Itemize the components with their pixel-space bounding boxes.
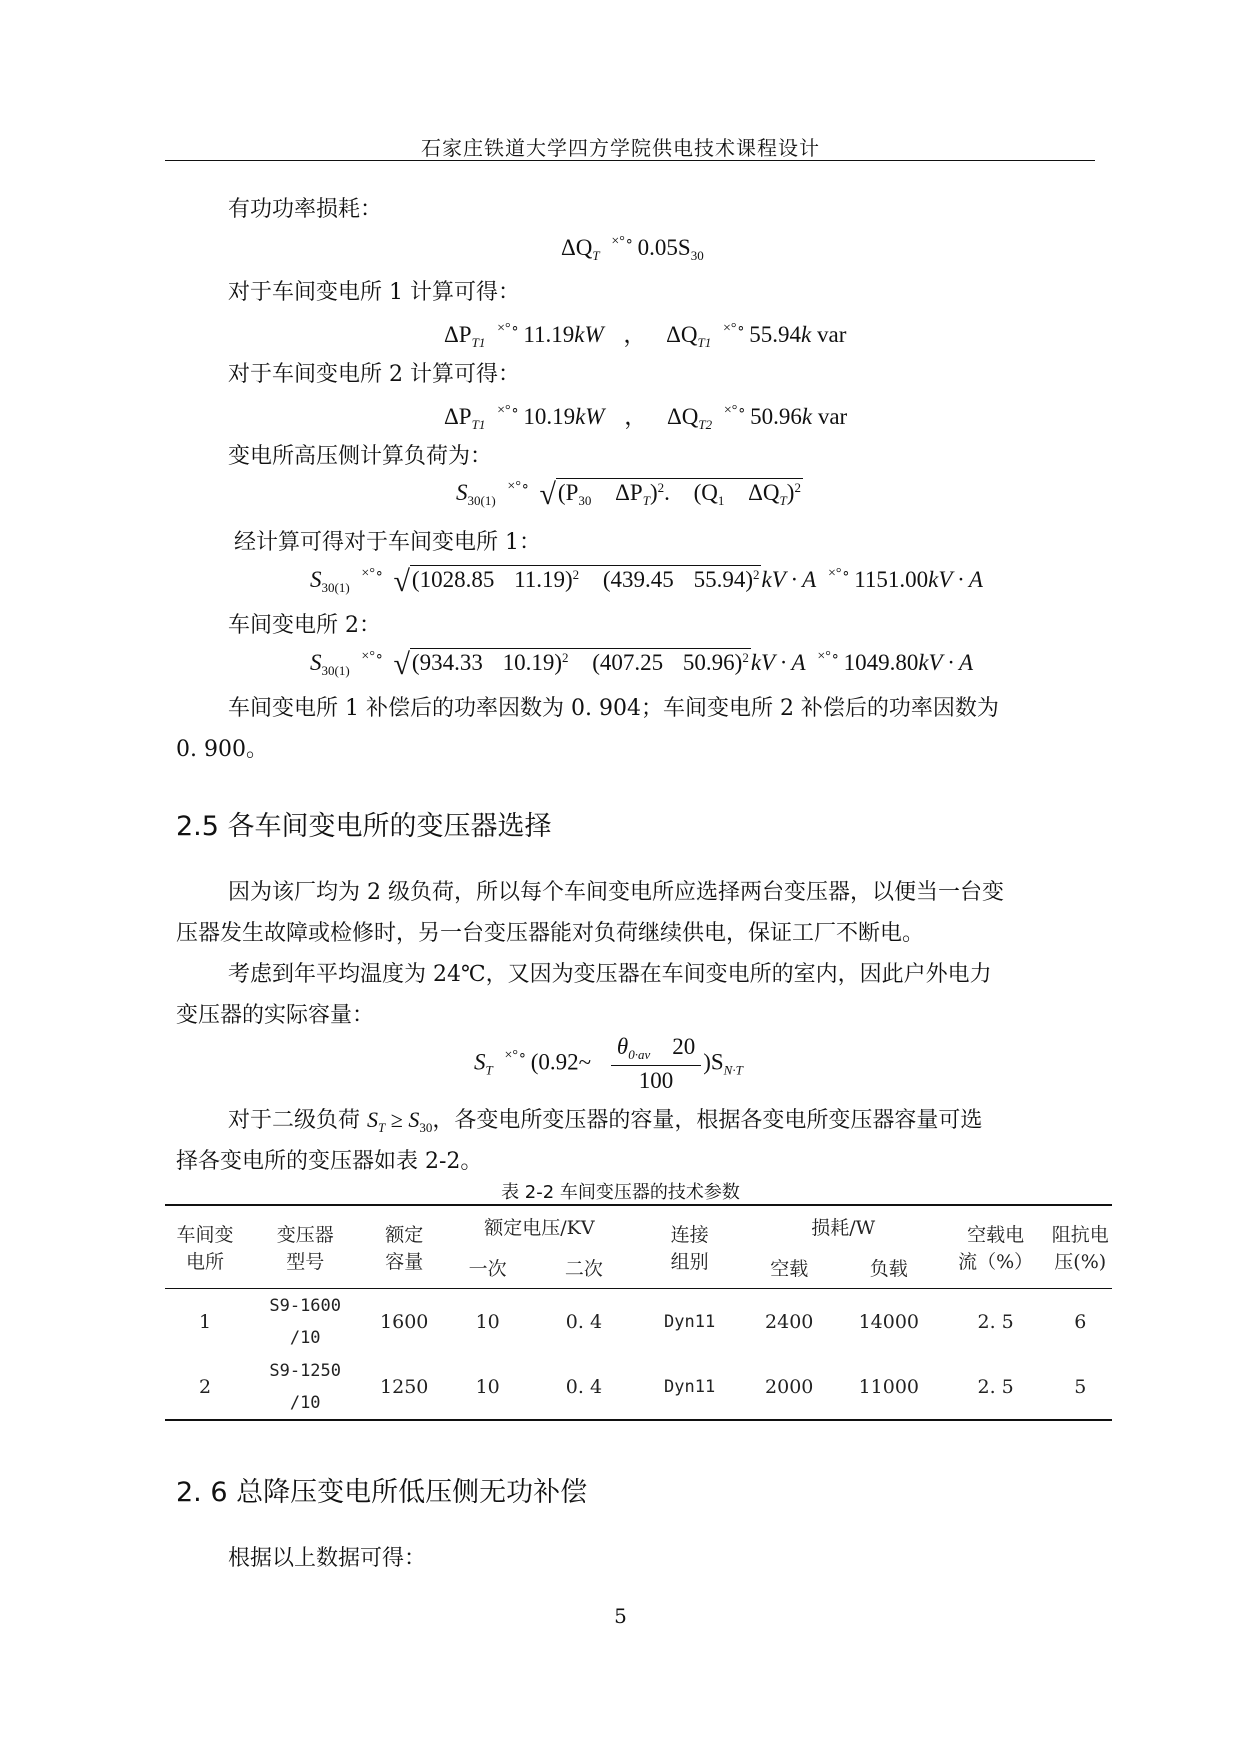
heading-2-6: 2. 6 总降压变电所低压侧无功补偿 <box>176 1477 588 1508</box>
eq-unit: k <box>801 404 813 429</box>
eq-sub: T <box>485 1062 493 1078</box>
eq-term: 100 <box>638 1068 674 1093</box>
header-station: 车间变 电所 <box>176 1224 234 1273</box>
eq-symbol: ΔQ <box>666 404 699 429</box>
sqrt-sign: √(934.33 10.19)$^2$ (407.25 50.96)$^2$ <box>393 648 749 681</box>
eq-term: 10.19) <box>502 650 562 675</box>
paragraph-temp-line2: 变压器的实际容量： <box>176 1003 375 1028</box>
header-load: 负载 <box>869 1258 908 1280</box>
paragraph-calc-sub2: 对于车间变电所 2 计算可得： <box>228 362 520 387</box>
eq-term: (439.45 <box>602 567 674 592</box>
eq-value: 10.19 <box>523 404 576 429</box>
eq-dot: . <box>664 480 670 505</box>
sqrt-sign: $√(P_{30}$ $\Delta P_T)^2$. ($Q_1$ $\Delta Q_T)^2$ <box>539 478 801 511</box>
cell-impedance: 6 <box>1074 1310 1087 1333</box>
eq-sup: 2 <box>794 480 801 495</box>
paragraph-second-class-line2: 择各变电所的变压器如表 2-2。 <box>176 1149 483 1174</box>
equation-loss-sub1 <box>444 316 846 351</box>
eq-sub: N·T <box>723 1062 743 1078</box>
equals-glyph: ×°∘ <box>504 1048 527 1064</box>
eq-sup: 2 <box>752 567 760 582</box>
cell-noload-loss: 2400 <box>765 1310 814 1333</box>
eq-separator: ， <box>624 404 648 429</box>
eq-tilde: ~ <box>578 1049 592 1075</box>
eq-symbol: ΔQ <box>561 235 593 260</box>
eq-term: (407.25 <box>592 650 664 675</box>
cell-load-loss: 14000 <box>858 1310 920 1333</box>
header-model: 变压器 型号 <box>276 1224 334 1273</box>
eq-separator: ， <box>623 322 647 347</box>
header-primary: 一次 <box>468 1258 507 1280</box>
equals-glyph: ×°∘ <box>497 403 520 418</box>
eq-term: (1028.85 <box>411 567 495 592</box>
cell-model: S9-1600 /10 <box>269 1295 342 1348</box>
header-secondary: 二次 <box>564 1258 603 1280</box>
eq-sup: 2 <box>657 480 665 495</box>
eq-sub: T <box>592 248 600 263</box>
paragraph-reason-line1: 因为该厂均为 2 级负荷，所以每个车间变电所应选择两台变压器，以便当一台变 <box>228 880 1004 905</box>
eq-value: 11.19 <box>523 322 575 347</box>
equation-s30-sub2 <box>310 648 973 682</box>
eq-sub: T <box>378 1120 386 1135</box>
equation-loss-sub2 <box>444 398 847 433</box>
eq-sup: 2 <box>572 567 580 582</box>
eq-operator: ≥ <box>390 1107 403 1132</box>
eq-term: ) <box>649 480 658 505</box>
eq-symbol: S <box>408 1107 420 1132</box>
cell-v1: 10 <box>475 1310 500 1333</box>
cell-noload-loss: 2000 <box>765 1375 814 1398</box>
cell-capacity: 1250 <box>380 1375 429 1398</box>
eq-symbol: ΔP <box>444 322 472 347</box>
eq-sub: T <box>642 493 650 508</box>
cell-v2: 0. 4 <box>565 1310 603 1333</box>
eq-symbol: S <box>367 1107 379 1132</box>
eq-unit: var <box>817 404 848 429</box>
eq-term: 11.19) <box>514 567 573 592</box>
cell-load-loss: 11000 <box>858 1375 920 1398</box>
cell-no: 1 <box>199 1310 212 1333</box>
eq-sub: 30 <box>419 1120 433 1135</box>
eq-sub: 0·av <box>628 1047 651 1062</box>
eq-sup: 2 <box>562 650 569 665</box>
eq-symbol: S <box>310 650 322 675</box>
table-caption: 表 2-2 车间变压器的技术参数 <box>501 1182 740 1203</box>
page-number: 5 <box>614 1604 627 1628</box>
equals-glyph: ×°∘ <box>507 479 530 494</box>
equals-glyph: ×°∘ <box>723 321 746 336</box>
eq-unit: kW <box>574 322 604 347</box>
equation-dq-t <box>561 233 704 264</box>
eq-term: (0.92 <box>530 1049 579 1075</box>
equation-st-formula <box>474 1034 743 1094</box>
eq-sub: 1 <box>717 493 725 508</box>
eq-symbol: ΔP <box>444 404 472 429</box>
cell-connection: Dyn11 <box>664 1376 716 1397</box>
equals-glyph: ×°∘ <box>361 566 384 581</box>
eq-term: (934.33 <box>411 650 483 675</box>
eq-value: 0.05S <box>637 235 691 260</box>
paragraph-pf-line2: 0. 900。 <box>176 737 268 762</box>
eq-symbol: θ <box>616 1034 629 1059</box>
eq-unit: kV · A <box>918 650 974 675</box>
cell-noload-current: 2. 5 <box>977 1310 1014 1333</box>
fraction <box>611 1034 701 1094</box>
eq-value: 55.94 <box>749 322 802 347</box>
eq-value: 50.96 <box>750 404 802 429</box>
eq-unit: k <box>801 322 812 347</box>
eq-symbol: S <box>310 567 322 592</box>
table-row <box>165 1354 1112 1420</box>
eq-symbol: S <box>456 480 468 505</box>
eq-term: (Q <box>693 480 718 505</box>
eq-term: 50.96) <box>682 650 743 675</box>
heading-2-5: 2.5 各车间变电所的变压器选择 <box>176 811 552 842</box>
eq-sup: 2 <box>742 650 749 665</box>
eq-sub: 30(1) <box>321 580 350 595</box>
paragraph-after-calc-sub1: 经计算可得对于车间变电所 1： <box>234 530 541 555</box>
equals-glyph: ×°∘ <box>361 649 384 664</box>
equation-s30-formula <box>456 478 803 512</box>
text-run: ，各变电所变压器的容量，根据各变电所变压器容量可选 <box>432 1108 983 1133</box>
header-noload-current: 空载电 流（%） <box>958 1224 1034 1273</box>
eq-unit: kV · A <box>928 567 983 592</box>
eq-sub: T1 <box>471 335 486 350</box>
cell-impedance: 5 <box>1074 1375 1087 1398</box>
cell-noload-current: 2. 5 <box>977 1375 1014 1398</box>
header-losses: 损耗/W <box>811 1217 876 1239</box>
equals-glyph: ×°∘ <box>817 649 840 664</box>
header-impedance: 阻抗电 压(%) <box>1051 1224 1109 1273</box>
header-connection: 连接 组别 <box>670 1224 709 1273</box>
eq-sub: 30(1) <box>321 663 350 678</box>
equals-glyph: ×°∘ <box>497 321 520 336</box>
paragraph-pf-line1: 车间变电所 1 补偿后的功率因数为 0. 904；车间变电所 2 补偿后的功率因数为 <box>228 696 999 721</box>
equation-s30-sub1 <box>310 565 983 599</box>
eq-unit: kV · A <box>750 650 806 675</box>
equals-glyph: ×°∘ <box>611 234 634 249</box>
header-noload: 空载 <box>770 1258 809 1280</box>
eq-symbol: ΔQ <box>666 322 698 347</box>
paragraph-reason-line2: 压器发生故障或检修时，另一台变压器能对负荷继续供电，保证工厂不断电。 <box>176 921 925 946</box>
paragraph-sub2: 车间变电所 2： <box>228 613 381 638</box>
eq-sub: 30 <box>578 493 592 508</box>
eq-sub: 30 <box>690 248 704 263</box>
eq-term: ΔP <box>615 480 643 505</box>
eq-value: 1151.00 <box>854 567 929 592</box>
paragraph-temp-line1: 考虑到年平均温度为 24℃，又因为变压器在车间变电所的室内，因此户外电力 <box>228 962 992 987</box>
cell-no: 2 <box>199 1375 212 1398</box>
paragraph-from-data: 根据以上数据可得： <box>228 1546 427 1571</box>
eq-unit: var <box>817 322 847 347</box>
eq-sub: T2 <box>698 417 713 432</box>
table-row <box>165 1289 1112 1355</box>
page-header: 石家庄铁道大学四方学院供电技术课程设计 <box>421 136 820 160</box>
paragraph-active-power-loss: 有功功率损耗： <box>228 197 383 222</box>
eq-unit: kW <box>575 404 605 429</box>
text-run: 对于二级负荷 <box>228 1108 361 1133</box>
eq-term: 55.94) <box>693 567 753 592</box>
eq-unit: kV · A <box>761 567 817 592</box>
eq-sub: 30(1) <box>467 493 496 508</box>
eq-sub: T <box>779 493 787 508</box>
eq-sub: T1 <box>697 335 712 350</box>
eq-term: )S <box>703 1049 724 1075</box>
cell-capacity: 1600 <box>380 1310 429 1333</box>
eq-sub: T1 <box>471 417 486 432</box>
header-rule <box>165 160 1095 161</box>
paragraph-calc-sub1: 对于车间变电所 1 计算可得： <box>228 280 520 305</box>
header-capacity: 额定 容量 <box>385 1224 424 1273</box>
eq-term: ΔQ <box>748 480 780 505</box>
paragraph-second-class <box>228 1103 982 1136</box>
equals-glyph: ×°∘ <box>723 403 747 418</box>
header-rated-voltage: 额定电压/KV <box>484 1217 595 1239</box>
equals-glyph: ×°∘ <box>827 566 851 581</box>
transformer-table <box>165 1204 1112 1421</box>
cell-model: S9-1250 /10 <box>269 1360 342 1413</box>
eq-term: ) <box>786 480 795 505</box>
eq-term: (P <box>557 480 579 505</box>
eq-symbol: S <box>474 1049 486 1075</box>
cell-v1: 10 <box>475 1375 500 1398</box>
eq-term: 20 <box>672 1034 696 1059</box>
cell-v2: 0. 4 <box>565 1375 603 1398</box>
paragraph-hv-side-load: 变电所高压侧计算负荷为： <box>228 444 493 469</box>
eq-value: 1049.80 <box>843 650 919 675</box>
sqrt-sign: √(1028.85 11.19)$^2$ (439.45 55.94)$^2$ <box>393 565 760 598</box>
cell-connection: Dyn11 <box>664 1311 716 1332</box>
